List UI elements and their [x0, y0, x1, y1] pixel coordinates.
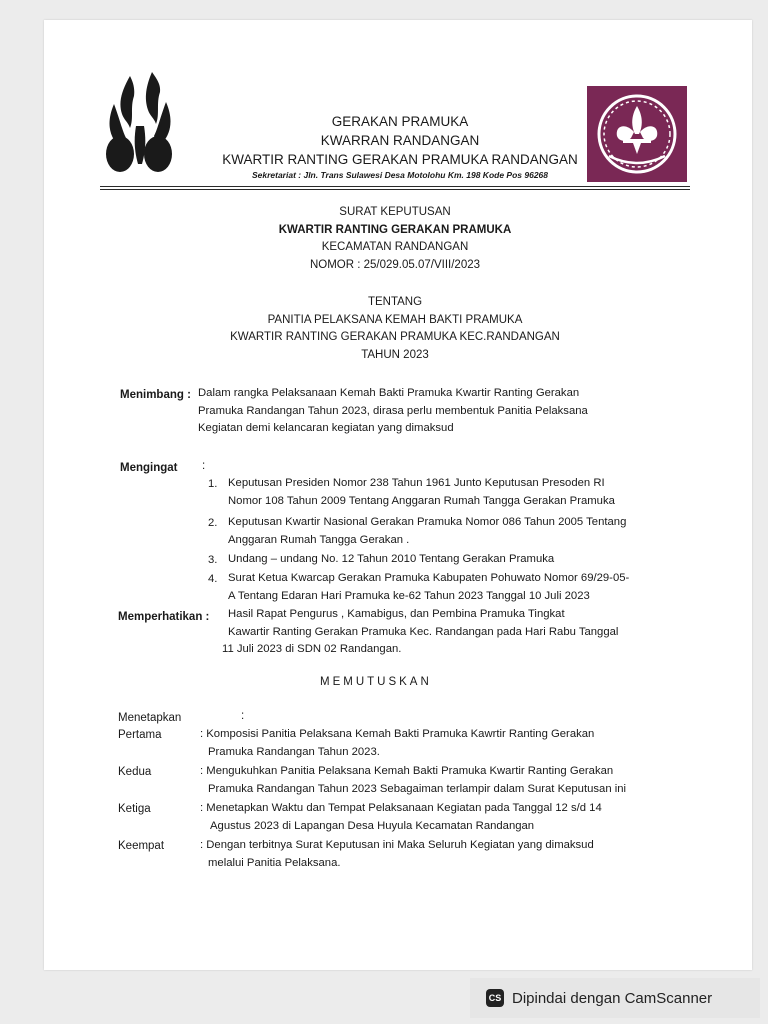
mengingat-item-2-line-2: Anggaran Rumah Tangga Gerakan .	[228, 533, 410, 546]
scout-emblem-logo	[587, 86, 687, 182]
tunas-kelapa-logo	[100, 68, 180, 178]
decree-subject	[150, 294, 640, 364]
memperhatikan-label: Memperhatikan :	[118, 611, 210, 623]
mengingat-item-3-line-1: Undang – undang No. 12 Tahun 2010 Tentang Gerakan Pramuka	[228, 553, 555, 565]
kedua-line-2: Pramuka Randangan Tahun 2023 Sebagaiman terlampir dalam Surat Keputusan ini	[208, 782, 627, 795]
header-rule-thin	[100, 189, 690, 190]
header-rule	[100, 186, 690, 187]
memperhatikan-text	[222, 606, 619, 659]
mengingat-colon: :	[202, 460, 206, 472]
subject-line-2: PANITIA PELAKSANA KEMAH BAKTI PRAMUKA	[267, 313, 523, 326]
pertama-text	[200, 726, 594, 761]
mengingat-num-2: 2.	[208, 517, 218, 529]
camscanner-watermark	[470, 978, 760, 1018]
memutuskan-heading: MEMUTUSKAN	[320, 676, 432, 688]
pertama-label: Pertama	[118, 729, 162, 741]
title-line-2: KWARTIR RANTING GERAKAN PRAMUKA	[278, 223, 512, 236]
subject-line-3: KWARTIR RANTING GERAKAN PRAMUKA KEC.RANDANGAN	[230, 331, 560, 343]
mengingat-num-3: 3.	[208, 554, 218, 566]
keempat-line-2: melalui Panitia Pelaksana.	[208, 856, 341, 869]
pertama-line-1: : Komposisi Panitia Pelaksana Kemah Bakti Pramuka Kawrtir Ranting Gerakan	[200, 728, 595, 740]
ketiga-label: Ketiga	[118, 803, 151, 815]
org-subname: KWARRAN RANDANGAN	[320, 133, 480, 148]
menimbang-label: Menimbang :	[120, 389, 191, 401]
mengingat-item-4-line-2: A Tentang Edaran Hari Pramuka ke-62 Tahun 2023 Tanggal 10 Juli 2023	[228, 589, 590, 602]
mengingat-item-2	[228, 514, 674, 549]
camscanner-text: Dipindai dengan CamScanner	[512, 989, 713, 1007]
memperhatikan-line-1: Hasil Rapat Pengurus , Kamabigus, dan Pembina Pramuka Tingkat	[228, 608, 565, 620]
menimbang-text	[198, 385, 588, 438]
org-name: GERAKAN PRAMUKA	[331, 114, 469, 129]
pertama-line-2: Pramuka Randangan Tahun 2023.	[208, 745, 380, 758]
decree-number: NOMOR : 25/029.05.07/VIII/2023	[309, 258, 481, 271]
letterhead	[215, 112, 585, 180]
keempat-line-1: : Dengan terbitnya Surat Keputusan ini Maka Seluruh Kegiatan yang dimaksud	[200, 839, 594, 851]
decree-title	[150, 204, 640, 274]
keempat-label: Keempat	[118, 840, 165, 852]
memperhatikan-line-2: Kawartir Ranting Gerakan Pramuka Kec. Randangan pada Hari Rabu Tanggal	[228, 625, 619, 638]
menimbang-line-3: Kegiatan demi kelancaran kegiatan yang dimaksud	[198, 422, 454, 434]
title-line-1: SURAT KEPUTUSAN	[339, 206, 451, 218]
mengingat-label: Mengingat	[120, 462, 178, 474]
ketiga-text	[200, 800, 602, 835]
mengingat-item-1-line-1: Keputusan Presiden Nomor 238 Tahun 1961 Junto Keputusan Presoden RI	[228, 477, 605, 489]
kedua-line-1: : Mengukuhkan Panitia Pelaksana Kemah Bakti Pramuka Kwartir Ranting Gerakan	[200, 765, 614, 777]
menetapkan-label: Menetapkan	[118, 712, 182, 724]
mengingat-item-4-line-1: Surat Ketua Kwarcap Gerakan Pramuka Kabupaten Pohuwato Nomor 69/29-05-	[228, 572, 630, 584]
mengingat-item-2-line-1: Keputusan Kwartir Nasional Gerakan Pramuka Nomor 086 Tahun 2005 Tentang	[228, 516, 627, 528]
mengingat-item-1	[228, 475, 674, 510]
menimbang-line-2: Pramuka Randangan Tahun 2023, dirasa perlu membentuk Panitia Pelaksana	[198, 404, 588, 417]
menetapkan-colon: :	[241, 710, 245, 722]
mengingat-item-1-line-2: Nomor 108 Tahun 2009 Tentang Anggaran Rumah Tangga Gerakan Pramuka	[228, 494, 615, 507]
camscanner-icon: CS	[486, 989, 504, 1007]
org-address: Sekretariat : Jln. Trans Sulawesi Desa Motolohu Km. 198 Kode Pos 96268	[251, 170, 549, 180]
mengingat-num-4: 4.	[208, 573, 218, 585]
subject-line-4: TAHUN 2023	[361, 348, 429, 361]
kedua-text	[200, 763, 626, 798]
mengingat-item-3	[228, 551, 674, 569]
keempat-text	[200, 837, 594, 872]
mengingat-item-4	[228, 570, 674, 605]
subject-line-1: TENTANG	[367, 296, 423, 308]
title-line-3: KECAMATAN RANDANGAN	[321, 241, 469, 253]
kedua-label: Kedua	[118, 766, 152, 778]
memperhatikan-line-3: 11 Juli 2023 di SDN 02 Randangan.	[222, 643, 402, 655]
ketiga-line-2: Agustus 2023 di Lapangan Desa Huyula Kecamatan Randangan	[210, 819, 535, 832]
org-fullname: KWARTIR RANTING GERAKAN PRAMUKA RANDANGAN	[222, 152, 578, 167]
menimbang-line-1: Dalam rangka Pelaksanaan Kemah Bakti Pramuka Kwartir Ranting Gerakan	[198, 387, 580, 399]
ketiga-line-1: : Menetapkan Waktu dan Tempat Pelaksanaan Kegiatan pada Tanggal 12 s/d 14	[200, 802, 602, 814]
mengingat-num-1: 1.	[208, 478, 218, 490]
